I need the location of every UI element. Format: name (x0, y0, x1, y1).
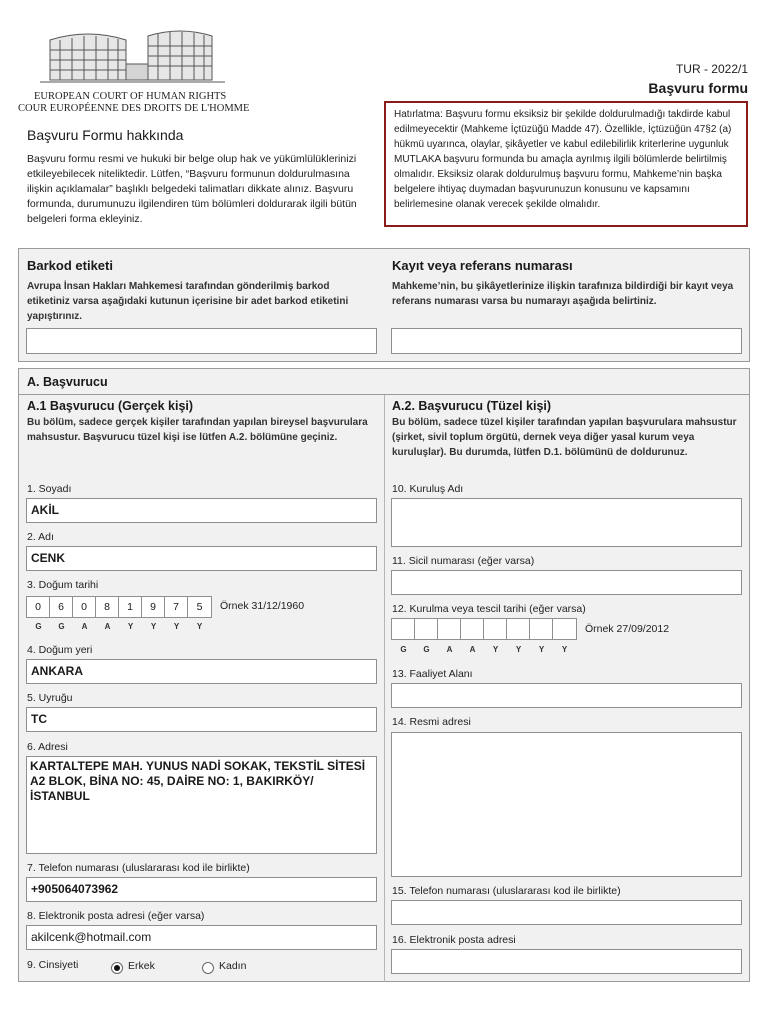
address-field[interactable]: KARTALTEPE MAH. YUNUS NADİ SOKAK, TEKSTİL SİTESİ A2 BLOK, BİNA NO: 45, DAİRE NO: 1, BAKIRKÖY/İSTANBUL (26, 756, 377, 854)
reminder-text: Hatırlatma: Başvuru formu eksiksiz bir şekilde doldurulmadığı takdirde kabul edilmeyecektir (Mahkeme İçtüzüğü Madde 47). Özellikle, İçtüzüğün 47§2 (a) hükmü uyarınca, olaylar, şikâyetler ve kabul edilebilirlik kriterlerine uygunluk MUTLAKA başvuru formunda bu amaçla ayrılmış ilgili bölümlerde belirtilmiş olmalıdır. Eksiksiz olarak doldurulmuş başvuru formu, Mahkeme’nin başka belgelere ihtiyaç duymadan başvurunuzun konusunu ve kapsamını belirlemesine olanak verecek şekilde olmalıdır. (394, 109, 732, 210)
founding-date-digit[interactable] (461, 619, 484, 639)
gender-female-radio[interactable] (202, 962, 214, 974)
date-letter: Y (538, 645, 545, 654)
reference-number-field[interactable] (391, 328, 742, 354)
section-a-title: A. Başvurucu (27, 375, 108, 389)
birthdate-digit[interactable]: 6 (50, 597, 73, 617)
birthdate-format-letters (27, 622, 211, 631)
org-email-field[interactable] (391, 949, 742, 974)
birthdate-digit[interactable]: 5 (196, 601, 203, 613)
reference-text: Mahkeme’nin, bu şikâyetlerinize ilişkin tarafınıza bildirdiği bir kayıt veya referans numarası varsa bu numarayı aşağıda belirtiniz. (392, 281, 734, 307)
a1-text: Bu bölüm, sadece gerçek kişiler tarafından yapılan bireysel başvurulara mahsustur. Başvurucu tüzel kişi ise lütfen A.2. bölümüne geçiniz. (27, 417, 368, 443)
birthdate-digit[interactable]: 0 (27, 597, 50, 617)
email-field[interactable]: akilcenk@hotmail.com (26, 925, 377, 950)
date-letter: Y (150, 622, 157, 631)
founding-date-digit[interactable] (507, 619, 530, 639)
birthdate-digit[interactable]: 8 (96, 597, 119, 617)
date-letter: A (446, 645, 453, 654)
date-letter: G (35, 622, 42, 631)
org-name-label: 10. Kuruluş Adı (392, 483, 464, 495)
nationality-label: 5. Uyruğu (27, 692, 73, 704)
birthdate-label: 3. Doğum tarihi (27, 579, 99, 591)
court-logo (30, 28, 260, 90)
org-phone-field[interactable] (391, 900, 742, 925)
date-letter: Y (515, 645, 522, 654)
date-letter: G (423, 645, 430, 654)
date-letter: Y (173, 622, 180, 631)
birthdate-digit[interactable]: 1 (119, 597, 142, 617)
section-a-column-divider (384, 395, 385, 982)
date-letter: G (58, 622, 65, 631)
registry-number-label: 11. Sicil numarası (eğer varsa) (392, 555, 535, 567)
founding-date-digit[interactable] (553, 619, 576, 639)
gender-label: 9. Cinsiyeti (27, 959, 79, 971)
phone-field[interactable]: +905064073962 (26, 877, 377, 902)
date-letter: A (469, 645, 476, 654)
founding-date-format-letters (392, 645, 576, 654)
activity-field[interactable] (391, 683, 742, 708)
form-code: TUR - 2022/1 (675, 62, 748, 76)
founding-date-digit[interactable] (392, 619, 415, 639)
date-letter: Y (196, 622, 203, 631)
date-letter: Y (561, 645, 568, 654)
date-letter: A (81, 622, 88, 631)
activity-label: 13. Faaliyet Alanı (392, 668, 473, 680)
name-label: 2. Adı (27, 531, 54, 543)
gender-male-radio[interactable] (111, 962, 123, 974)
founding-date-digit[interactable] (484, 619, 507, 639)
form-title: Başvuru formu (648, 80, 748, 96)
date-letter: Y (127, 622, 134, 631)
founding-date-digit[interactable] (415, 619, 438, 639)
date-letter: Y (492, 645, 499, 654)
address-label: 6. Adresi (27, 741, 68, 753)
birthplace-label: 4. Doğum yeri (27, 644, 93, 656)
birthplace-field[interactable]: ANKARA (26, 659, 377, 684)
surname-label: 1. Soyadı (27, 483, 72, 495)
phone-label: 7. Telefon numarası (uluslararası kod ile birlikte) (27, 862, 250, 874)
birthdate-digit[interactable]: 7 (165, 597, 188, 617)
a1-heading: A.1 Başvurucu (Gerçek kişi) (27, 399, 194, 413)
founding-date-digit[interactable] (530, 619, 553, 639)
court-name-fr: COUR EUROPÉENNE DES DROITS DE L'HOMME (18, 103, 250, 114)
name-field[interactable]: CENK (26, 546, 377, 571)
date-letter: G (400, 645, 407, 654)
registry-number-field[interactable] (391, 570, 742, 595)
about-heading: Başvuru Formu hakkında (27, 127, 184, 143)
founding-date-field[interactable] (391, 618, 577, 640)
gender-male-label: Erkek (128, 960, 155, 972)
org-phone-label: 15. Telefon numarası (uluslararası kod ile birlikte) (392, 885, 621, 897)
email-label: 8. Elektronik posta adresi (eğer varsa) (27, 910, 205, 922)
official-address-field[interactable] (391, 732, 742, 877)
barcode-text: Avrupa İnsan Hakları Mahkemesi tarafından gönderilmiş barkod etiketiniz varsa aşağıdaki kutunun içerisine bir adet barkod etiketini yapıştırınız. (27, 281, 349, 322)
gender-female-label: Kadın (219, 960, 247, 972)
about-text: Başvuru formu resmi ve hukuki bir belge olup hak ve yükümlülüklerinizi etkileyebilecek niteliktedir. Lütfen, “Başvuru formunun doldurulmasına ilişkin açıklamalar” başlıklı belgedeki talimatları dikkate alınız. Başvuru formunda, durumunuzu ilgilendiren tüm bölümleri doldurarak ilgili bütün belgeleri forma ekleyiniz. (27, 153, 357, 225)
reminder-box (384, 101, 748, 227)
surname-field[interactable]: AKİL (26, 498, 377, 523)
court-name-en: EUROPEAN COURT OF HUMAN RIGHTS (34, 91, 227, 102)
birthdate-example: Örnek 31/12/1960 (220, 600, 305, 612)
a2-text: Bu bölüm, sadece tüzel kişiler tarafından yapılan başvurulara mahsustur (şirket, sivil toplum örgütü, dernek veya diğer yasal kurum veya kuruluşlar). Bu durumda, lütfen D.1. bölümünü de doldurunuz. (392, 417, 737, 458)
birthdate-digit[interactable]: 9 (142, 597, 165, 617)
founding-date-label: 12. Kurulma veya tescil tarihi (eğer varsa) (392, 603, 586, 615)
org-name-field[interactable] (391, 498, 742, 547)
date-letter: A (104, 622, 111, 631)
reference-heading: Kayıt veya referans numarası (392, 258, 573, 273)
org-email-label: 16. Elektronik posta adresi (392, 934, 516, 946)
nationality-field[interactable]: TC (26, 707, 377, 732)
founding-date-digit[interactable] (438, 619, 461, 639)
birthdate-field[interactable] (26, 596, 212, 618)
barcode-field[interactable] (26, 328, 377, 354)
founding-date-example: Örnek 27/09/2012 (585, 623, 670, 635)
barcode-heading: Barkod etiketi (27, 258, 113, 273)
birthdate-digit[interactable]: 0 (73, 597, 96, 617)
a2-heading: A.2. Başvurucu (Tüzel kişi) (392, 399, 552, 413)
official-address-label: 14. Resmi adresi (392, 716, 471, 728)
